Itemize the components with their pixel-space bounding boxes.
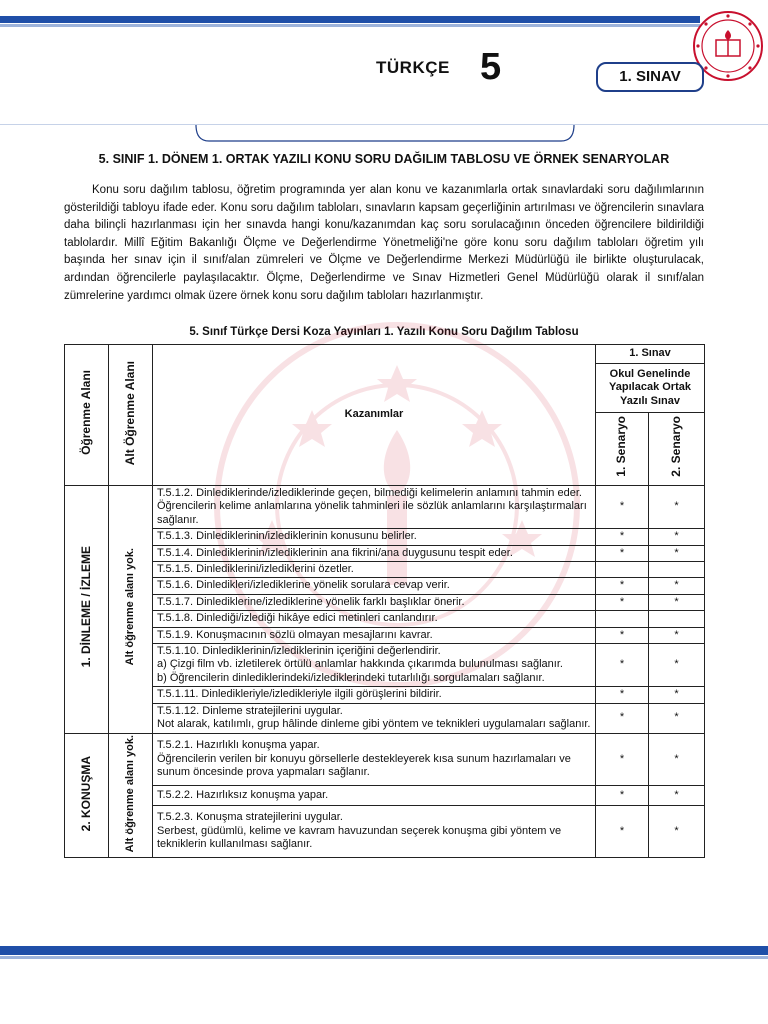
header-scenario-1-label: 1. Senaryo: [614, 416, 629, 478]
scenario-1-mark: *: [596, 785, 649, 805]
sub-area-label: Alt öğrenme alanı yok.: [124, 548, 136, 666]
header-common-exam: Okul Genelinde Yapılacak Ortak Yazılı Sınav: [596, 363, 705, 412]
scenario-2-mark: *: [649, 594, 705, 610]
subject-title: TÜRKÇE: [376, 58, 450, 77]
outcome-cell: [153, 703, 596, 733]
scenario-2-mark: [649, 611, 705, 627]
outcome-line: T.5.1.6. Dinledikleri/izlediklerine yönelik sorulara cevap verir.: [157, 579, 450, 592]
table-row: [65, 733, 705, 785]
learning-area-label: 2. KONUŞMA: [78, 755, 93, 831]
header-sub-area: [109, 345, 153, 486]
outcome-line: T.5.1.4. Dinlediklerinin/izlediklerinin ana fikrini/ana duygusunu tespit eder.: [157, 546, 513, 559]
outcome-line: T.5.2.1. Hazırlıklı konuşma yapar.: [157, 739, 320, 752]
outcome-line: Serbest, güdümlü, kelime ve kavram havuzundan seçerek konuşma gibi yöntem ve tekniklerin kullanılması sağlanır.: [157, 824, 562, 851]
scenario-1-mark: [596, 611, 649, 627]
scenario-1-mark: *: [596, 486, 649, 529]
table-row: [65, 644, 705, 687]
outcome-line: Not alarak, katılımlı, grup hâlinde dinleme gibi yöntem ve teknikleri uygulamaları sağlanır.: [157, 718, 591, 731]
table-title: 5. Sınıf Türkçe Dersi Koza Yayınları 1. Yazılı Konu Soru Dağılım Tablosu: [189, 326, 579, 338]
scenario-1-mark: *: [596, 529, 649, 545]
scenario-2-mark: *: [649, 627, 705, 643]
outcome-cell: [153, 562, 596, 578]
bottom-color-bar: [0, 946, 768, 960]
scenario-1-mark: *: [596, 805, 649, 857]
outcome-cell: [153, 627, 596, 643]
intro-paragraph: Konu soru dağılım tablosu, öğretim programında yer alan konu ve kazanımlarla ortak sınavlardaki soru dağılımlarının gösterildiği tabloyu ifade eder. Konu soru dağılım tabloları, sınavların kapsam geçerliğinin artırılması ve öğrencilerin sınavlara daha bilinçli hazırlanması için her sınavda hangi konu/kazanımdan kaç soru sorulacağının önceden öğrencilere bildirildiği tablolardır. Millî Eğitim Bakanlığı Ölçme ve Değerlendirme Yönetmeliği'ne göre konu soru dağılım tabloları öğretim yılı başında her sınav için il sınıf/alan zümreleri ve Ölçme ve Değerlendirme Merkezi Müdürlüğü ile birlikte oluşturulacak, ardından öğrencilerle paylaşılacaktır. Ölçme, Değerlendirme ve Sınav Hizmetleri Genel Müdürlüğü olarak il sınıf/alan zümrelerine yardımcı olmak üzere örnek konu soru dağılım tabloları hazırlanmıştır.: [64, 184, 704, 302]
scenario-2-mark: *: [649, 545, 705, 561]
sub-area-cell: [109, 486, 153, 734]
table-row: [65, 627, 705, 643]
distribution-table: [64, 344, 705, 858]
table-row: [65, 611, 705, 627]
scenario-1-mark: *: [596, 627, 649, 643]
outcome-line: T.5.2.3. Konuşma stratejilerini uygular.: [157, 811, 343, 824]
outcome-cell: [153, 529, 596, 545]
outcome-line: T.5.1.2. Dinlediklerinde/izlediklerinde geçen, bilmediği kelimelerin anlamını tahmin eder.: [157, 487, 582, 499]
scenario-1-mark: *: [596, 578, 649, 594]
scenario-1-mark: *: [596, 703, 649, 733]
header-bracket: [195, 125, 575, 143]
table-row: [65, 486, 705, 529]
sub-area-cell: [109, 733, 153, 858]
scenario-2-mark: *: [649, 644, 705, 687]
header-learning-area: [65, 345, 109, 486]
outcome-cell: [153, 733, 596, 785]
outcome-cell: [153, 486, 596, 529]
outcome-line: T.5.1.11. Dinledikleriyle/izledikleriyle ilgili görüşlerini bildirir.: [157, 688, 442, 701]
scenario-2-mark: *: [649, 529, 705, 545]
scenario-1-mark: *: [596, 545, 649, 561]
outcome-line: T.5.1.10. Dinlediklerinin/izlediklerinin içeriğini değerlendirir.: [157, 645, 441, 658]
scenario-2-mark: *: [649, 578, 705, 594]
outcome-cell: [153, 578, 596, 594]
scenario-2-mark: *: [649, 486, 705, 529]
outcome-line: Öğrencilerin verilen bir konuyu görsellerle destekleyerek kısa sunum hazırlamaları ve sunum öncesinde prova yapmaları sağlanır.: [157, 752, 571, 778]
page-title: 5. SINIF 1. DÖNEM 1. ORTAK YAZILI KONU SORU DAĞILIM TABLOSU VE ÖRNEK SENARYOLAR: [98, 152, 670, 166]
sub-area-label: Alt öğrenme alanı yok.: [124, 734, 136, 852]
scenario-1-mark: *: [596, 594, 649, 610]
outcome-line: Öğrencilerin kelime anlamlarına yönelik tahminleri ile sözlük anlamlarını karşılaştırmaları sağlanır.: [157, 500, 587, 526]
grade-number: 5: [480, 46, 502, 88]
outcome-line: T.5.1.9. Konuşmacının sözlü olmayan mesajlarını kavrar.: [157, 628, 433, 641]
outcome-line: b) Öğrencilerin dinlediklerindeki/izlediklerindeki tutarlılığı sorgulamaları sağlanır.: [157, 671, 545, 684]
top-color-bar: [0, 16, 700, 28]
outcome-line: T.5.1.3. Dinlediklerinin/izlediklerinin konusunu belirler.: [157, 530, 417, 543]
header-sub-area-label: Alt Öğrenme Alanı: [122, 360, 137, 465]
outcome-cell: [153, 594, 596, 610]
outcome-line: T.5.1.12. Dinleme stratejilerini uygular.: [157, 704, 343, 717]
outcome-cell: [153, 805, 596, 857]
scenario-2-mark: *: [649, 703, 705, 733]
learning-area-label: 1. DİNLEME / İZLEME: [78, 546, 93, 668]
table-row: [65, 785, 705, 805]
outcome-line: T.5.1.8. Dinlediği/izlediği hikâye edici metinleri canlandırır.: [157, 612, 438, 625]
scenario-2-mark: *: [649, 733, 705, 785]
exam-tab: 1. SINAV: [596, 62, 704, 92]
scenario-2-mark: *: [649, 687, 705, 703]
outcome-cell: [153, 785, 596, 805]
header-scenario-2: [649, 413, 705, 486]
table-row: [65, 703, 705, 733]
header-scenario-1: [596, 413, 649, 486]
table-row: [65, 687, 705, 703]
learning-area-cell: [65, 486, 109, 734]
header-learning-area-label: Öğrenme Alanı: [78, 370, 93, 456]
scenario-1-mark: *: [596, 733, 649, 785]
header-exam: 1. Sınav: [596, 345, 705, 364]
header-scenario-2-label: 2. Senaryo: [668, 416, 683, 478]
outcome-cell: [153, 611, 596, 627]
scenario-1-mark: *: [596, 644, 649, 687]
scenario-2-mark: *: [649, 805, 705, 857]
table-row: [65, 805, 705, 857]
scenario-1-mark: *: [596, 687, 649, 703]
outcome-line: T.5.2.2. Hazırlıksız konuşma yapar.: [157, 788, 329, 801]
header-row: [65, 345, 705, 364]
learning-area-cell: [65, 733, 109, 858]
table-row: [65, 578, 705, 594]
outcome-line: T.5.1.7. Dinlediklerine/izlediklerine yönelik farklı başlıklar önerir.: [157, 595, 465, 608]
header-outcomes: Kazanımlar: [153, 345, 596, 486]
scenario-1-mark: [596, 562, 649, 578]
scenario-2-mark: [649, 562, 705, 578]
table-row: [65, 529, 705, 545]
outcome-cell: [153, 644, 596, 687]
table-row: [65, 562, 705, 578]
table-row: [65, 545, 705, 561]
outcome-line: a) Çizgi film vb. izletilerek örtülü anlamlar hakkında çıkarımda bulunulması sağlanır.: [157, 658, 563, 671]
scenario-2-mark: *: [649, 785, 705, 805]
outcome-line: T.5.1.5. Dinlediklerini/izlediklerini özetler.: [157, 563, 354, 576]
outcome-cell: [153, 687, 596, 703]
table-row: [65, 594, 705, 610]
outcome-cell: [153, 545, 596, 561]
